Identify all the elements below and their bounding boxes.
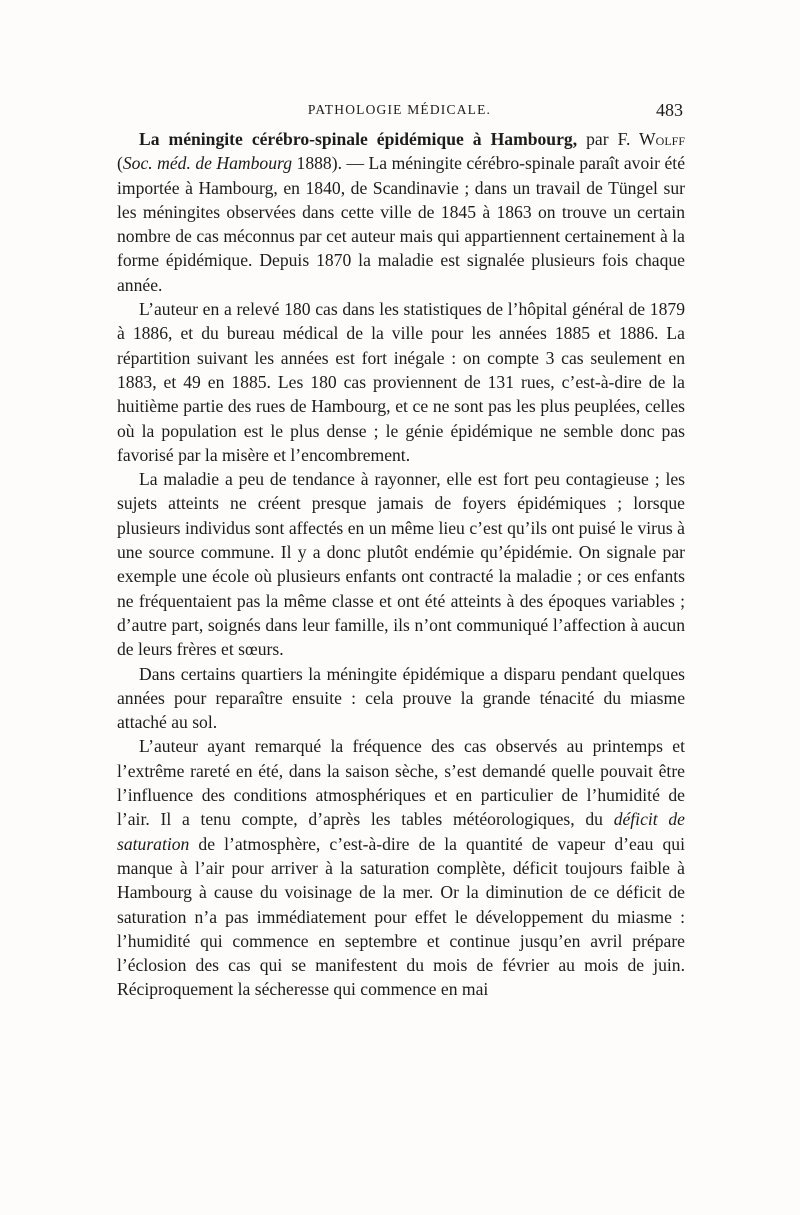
paragraph-5-text-a: L’auteur ayant remarqué la fréquence des cas observés au printemps et l’extrême rareté en été, dans la saison sèche, s’est demandé quelle pouvait être l’influence des conditions atmosphériques et en particulier de l’humidité de l’air. Il a tenu compte, d’après les tables météorologiques, du <box>117 736 685 830</box>
paragraph-3: La maladie a peu de tendance à rayonner, elle est fort peu contagieuse ; les sujets atteints ne créent presque jamais de foyers épidémiques ; lorsque plusieurs individus sont affectés en un même lieu c’est qu’ils ont puisé le virus à une source commune. Il y a donc plutôt endémie qu’épidémie. On signale par exemple une école où plusieurs enfants ont contracté la maladie ; or ces enfants ne fréquentaient pas la même classe et ont été atteints à des époques variables ; d’autre part, soignés dans leur famille, ils n’ont communiqué l’affection à aucun de leurs frères et sœurs. <box>117 469 685 660</box>
emphasis-deficit: déficit de saturation <box>117 809 685 854</box>
paragraph-2: L’auteur en a relevé 180 cas dans les statistiques de l’hôpital général de 1879 à 1886, et du bureau médical de la ville pour les années 1885 et 1886. La répartition suivant les années est fort inégale : on compte 3 cas seulement en 1883, et 49 en 1885. Les 180 cas proviennent de 131 rues, c’est-à-dire de la huitième partie des rues de Hambourg, et ce ne sont pas les plus peuplées, celles où la population est le plus dense ; le génie épidémique ne semble donc pas favorisé par la misère et l’encombrement. <box>117 299 685 465</box>
paragraph-5 <box>117 734 685 1001</box>
author-prefix: par <box>577 129 618 149</box>
page-number: 483 <box>656 100 683 120</box>
paragraph-1-text: La méningite cérébro-spinale paraît avoir été importée à Hambourg, en 1840, de Scandinavie ; dans un travail de Tüngel sur les méningites observées dans cette ville de 1845 à 1863 on trouve un certain nombre de cas méconnus par cet auteur mais qui appartiennent certainement à la forme épidémique. Depuis 1870 la maladie est signalée plusieurs fois chaque année. <box>117 153 686 295</box>
paragraph-5-text-b: de l’atmosphère, c’est-à-dire de la quantité de vapeur d’eau qui manque à l’air pour arriver à la saturation complète, déficit toujours faible à Hambourg à cause du voisinage de la mer. Or la diminution de ce déficit de saturation n’a pas immédiatement pour effet le développement du miasme : l’humidité qui commence en septembre et continue jusqu’en avril prépare l’éclosion des cas qui se manifestent du mois de février au mois de juin. Réciproquement la sécheresse qui commence en mai <box>117 833 685 1000</box>
article-title: La méningite cérébro-spinale épidémique à Hambourg, <box>139 129 578 149</box>
article-source: Soc. méd. de Hambourg <box>122 153 293 174</box>
paragraph-4: Dans certains quartiers la méningite épidémique a disparu pendant quelques années pour reparaître ensuite : cela prouve la grande ténacité du miasme attaché au sol. <box>117 663 685 733</box>
source-open: ( <box>117 153 123 174</box>
article-body <box>117 127 685 1002</box>
paragraph-1 <box>117 127 685 297</box>
running-header <box>118 98 681 124</box>
running-title: PATHOLOGIE MÉDICALE. <box>307 102 492 117</box>
source-year: 1888). — <box>292 153 369 174</box>
article-author: F. Wolff <box>617 129 686 149</box>
